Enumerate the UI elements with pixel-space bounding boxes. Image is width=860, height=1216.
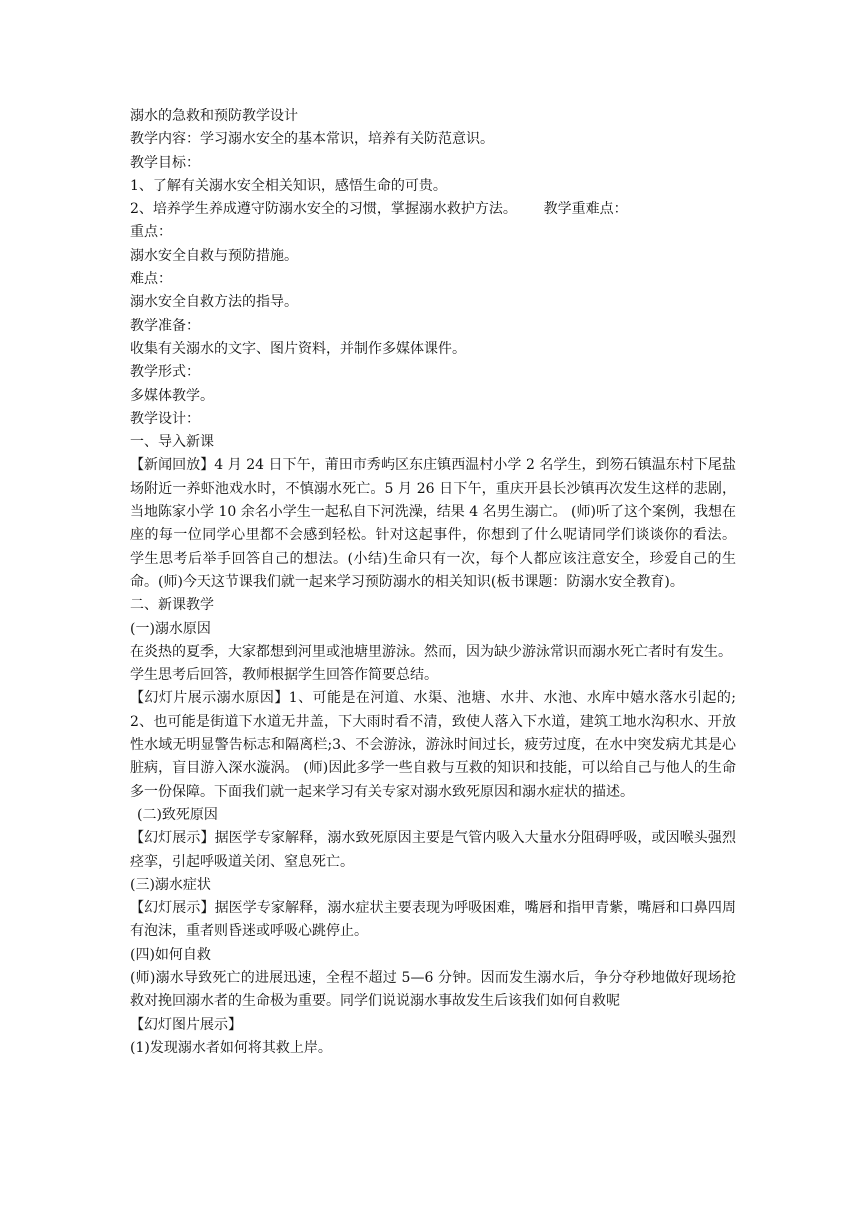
- subsection-2-paragraph: 【幻灯展示】据医学专家解释，溺水致死原因主要是气管内吸入大量水分阻碍呼吸，或因喉头强烈痉挛，引起呼吸道关闭、窒息死亡。: [130, 830, 736, 870]
- slide-images-heading: 【幻灯图片展示】: [130, 1016, 242, 1033]
- subsection-4-heading: (四)如何自救: [130, 946, 211, 963]
- subsection-3-paragraph: 【幻灯展示】据医学专家解释，溺水症状主要表现为呼吸困难，嘴唇和指甲青紫，嘴唇和口鼻四周有泡沫，重者则昏迷或呼吸心跳停止。: [130, 900, 736, 940]
- list-item: (1)发现溺水者如何将其救上岸。: [130, 1039, 332, 1056]
- subsection-1-heading: (一)溺水原因: [130, 620, 211, 637]
- preparation-heading: 教学准备：: [130, 317, 200, 334]
- news-paragraph: 【新闻回放】4 月 24 日下午，莆田市秀屿区东庄镇西温村小学 2 名学生，到笏石镇温东村下尾盐场附近一养虾池戏水时，不慎溺水死亡。5 月 26 日下午，重庆开县长沙镇再次发生这样的悲剧，当地陈家小学 10 余名小学生一起私自下河洗澡，结果 4 名男生溺亡。 (师)听了这个案例，我想在座的每一位同学心里都不会感到轻松。针对这起事件，你想到了什么呢请同学们谈谈你的看法。 学生思考后举手回答自己的想法。(小结)生命只有一次，每个人都应该注意安全，珍爱自己的生命。(师)今天这节课我们就一起来学习预防溺水的相关知识(板书课题：防溺水安全教育)。: [130, 457, 736, 590]
- subsection-1-summary: 学生思考后回答，教师根据学生回答作简要总结。: [130, 667, 438, 684]
- difficulty-text: 溺水安全自救方法的指导。: [130, 294, 298, 311]
- design-heading: 教学设计：: [130, 410, 200, 427]
- difficulty-heading: 难点：: [130, 271, 172, 288]
- key-point-heading: 重点：: [130, 224, 172, 241]
- section-2-heading: 二、新课教学: [130, 597, 214, 614]
- subsection-2-heading: (二)致死原因: [137, 806, 218, 823]
- form-text: 多媒体教学。: [130, 387, 214, 404]
- section-1-heading: 一、导入新课: [130, 434, 214, 451]
- subsection-1-paragraph: 在炎热的夏季，大家都想到河里或池塘里游泳。然而，因为缺少游泳常识而溺水死亡者时有发生。: [130, 643, 732, 660]
- subsection-4-paragraph: (师)溺水导致死亡的进展迅速，全程不超过 5—6 分钟。因而发生溺水后，争分夺秒地做好现场抢救对挽回溺水者的生命极为重要。同学们说说溺水事故发生后该我们如何自救呢: [130, 969, 736, 1010]
- objectives-heading: 教学目标：: [130, 154, 200, 171]
- teaching-content: 教学内容：学习溺水安全的基本常识，培养有关防范意识。: [130, 131, 494, 148]
- document-title: 溺水的急救和预防教学设计: [130, 108, 298, 124]
- key-point-text: 溺水安全自救与预防措施。: [130, 247, 298, 264]
- preparation-text: 收集有关溺水的文字、图片资料，并制作多媒体课件。: [130, 340, 466, 357]
- document-page: [130, 105, 736, 1060]
- subsection-3-heading: (三)溺水症状: [130, 876, 211, 893]
- objective-item-1: 1、了解有关溺水安全相关知识，感悟生命的可贵。: [130, 177, 447, 194]
- slide-causes-paragraph: 【幻灯片展示溺水原因】1、可能是在河道、水渠、池塘、水井、水池、水库中嬉水落水引起的; 2、也可能是街道下水道无井盖，下大雨时看不清，致使人落入下水道，建筑工地水沟积水、开放性水域无明显警告标志和隔离栏;3、不会游泳，游泳时间过长，疲劳过度，在水中突发病尤其是心脏病，盲目游入深水漩涡。 (师)因此多学一些自救与互救的知识和技能，可以给自己与他人的生命多一份保障。下面我们就一起来学习有关专家对溺水致死原因和溺水症状的描述。: [130, 690, 736, 800]
- objective-item-2: 2、培养学生养成遵守防溺水安全的习惯，掌握溺水救护方法。 教学重难点：: [130, 201, 628, 218]
- form-heading: 教学形式：: [130, 364, 200, 381]
